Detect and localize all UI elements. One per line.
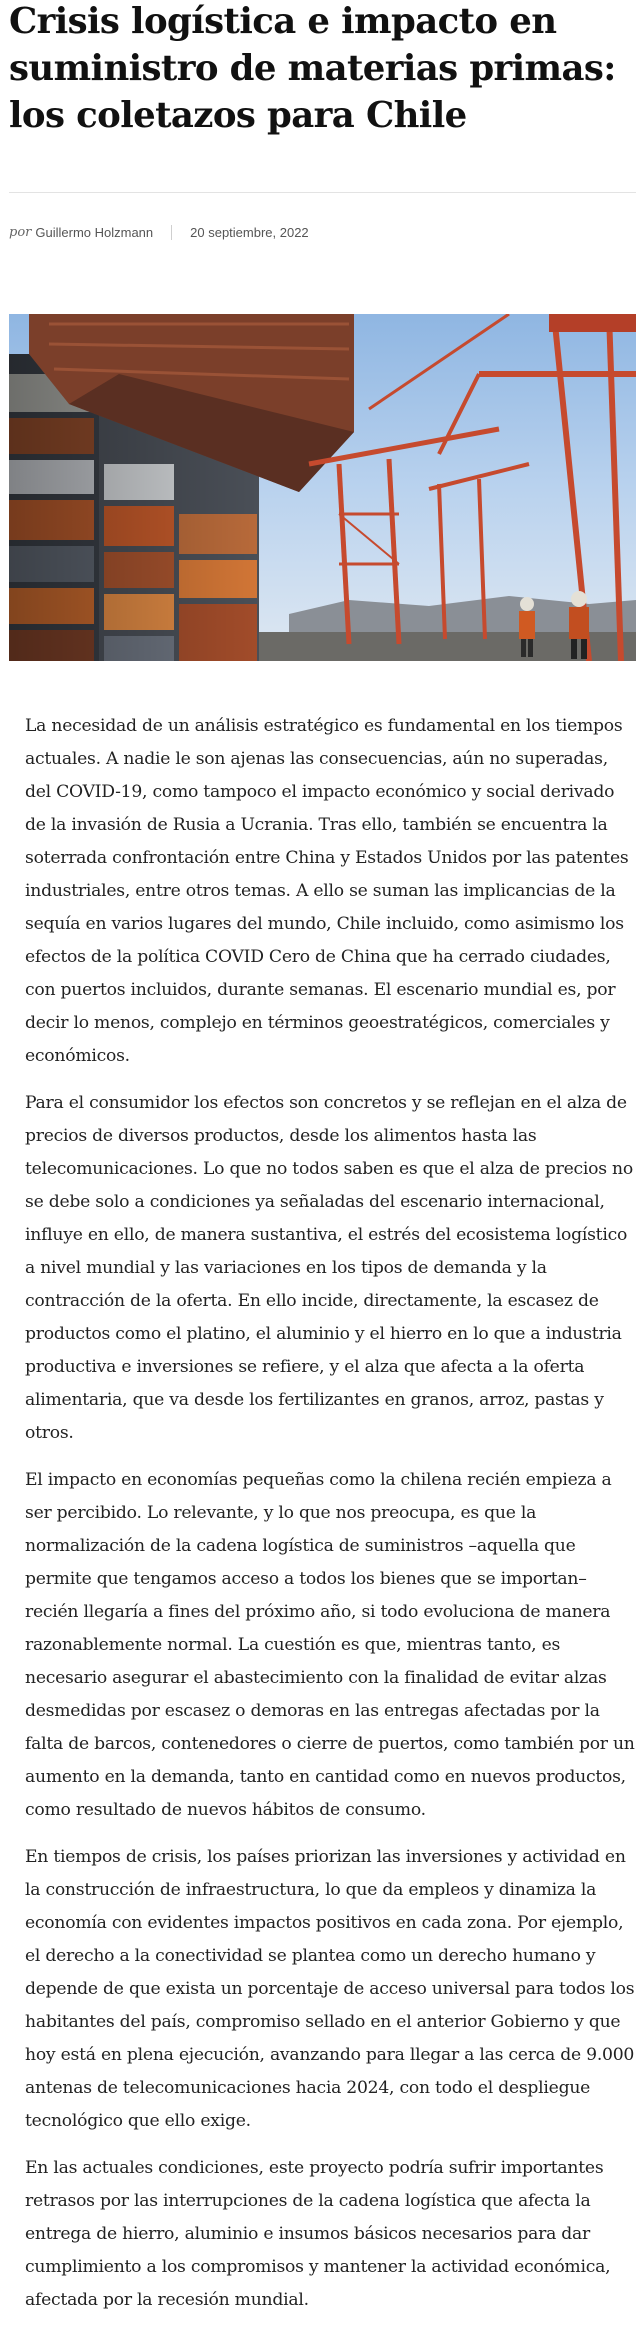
meta-separator	[171, 225, 172, 240]
paragraph: En las actuales condiciones, este proyecto podría sufrir importantes retrasos por las interrupciones de la cadena logística que afecta la entrega de hierro, aluminio e insumos básicos necesarios para dar cumplimiento a los compromisos y mantener la actividad económica, afectada por la recesión mundial.	[25, 2158, 611, 2310]
article-title: Crisis logística e impacto en suministro de materias primas: los coletazos para Chile	[9, 1, 616, 136]
byline-prefix: por	[9, 224, 32, 240]
paragraph: El impacto en economías pequeñas como la chilena recién empieza a ser percibido. Lo relevante, y lo que nos preocupa, es que la normalización de la cadena logística de suministros –aquella que permite que tengamos acceso a todos los bienes que se importan– recién llegaría a fines del próximo año, si todo evoluciona de manera razonablemente normal. La cuestión es que, mientras tanto, es necesario asegurar el abastecimiento con la finalidad de evitar alzas desmedidas por escasez o demoras en las entregas afectadas por la falta de barcos, contenedores o cierre de puertos, como también por un aumento en la demanda, tanto en cantidad como en nuevos productos, como resultado de nuevos hábitos de consumo.	[25, 1470, 635, 1820]
article-meta	[9, 222, 309, 242]
article-body	[25, 710, 638, 2331]
title-divider	[9, 192, 636, 193]
hero-image	[9, 314, 636, 661]
paragraph: Para el consumidor los efectos son concretos y se reflejan en el alza de precios de diversos productos, desde los alimentos hasta las telecomunicaciones. Lo que no todos saben es que el alza de precios no se debe solo a condiciones ya señaladas del escenario internacional, influye en ello, de manera sustantiva, el estrés del ecosistema logístico a nivel mundial y las variaciones en los tipos de demanda y la contracción de la oferta. En ello incide, directamente, la escasez de productos como el platino, el aluminio y el hierro en lo que a industria productiva e inversiones se refiere, y el alza que afecta a la oferta alimentaria, que va desde los fertilizantes en granos, arroz, pastas y otros.	[25, 1093, 633, 1443]
paragraph: En tiempos de crisis, los países priorizan las inversiones y actividad en la construcción de infraestructura, lo que da empleos y dinamiza la economía con evidentes impactos positivos en cada zona. Por ejemplo, el derecho a la conectividad se plantea como un derecho humano y depende de que exista un porcentaje de acceso universal para todos los habitantes del país, compromiso sellado en el anterior Gobierno y que hoy está en plena ejecución, avanzando para llegar a las cerca de 9.000 antenas de telecomunicaciones hacia 2024, con todo el despliegue tecnológico que ello exige.	[25, 1847, 635, 2131]
paragraph: La necesidad de un análisis estratégico es fundamental en los tiempos actuales. A nadie le son ajenas las consecuencias, aún no superadas, del COVID-19, como tampoco el impacto económico y social derivado de la invasión de Rusia a Ucrania. Tras ello, también se encuentra la soterrada confrontación entre China y Estados Unidos por las patentes industriales, entre otros temas. A ello se suman las implicancias de la sequía en varios lugares del mundo, Chile incluido, como asimismo los efectos de la política COVID Cero de China que ha cerrado ciudades, con puertos incluidos, durante semanas. El escenario mundial es, por decir lo menos, complejo en términos geoestratégicos, comerciales y económicos.	[25, 716, 629, 1066]
publish-date: 20 septiembre, 2022	[190, 224, 309, 240]
author-link[interactable]: Guillermo Holzmann	[35, 224, 154, 240]
